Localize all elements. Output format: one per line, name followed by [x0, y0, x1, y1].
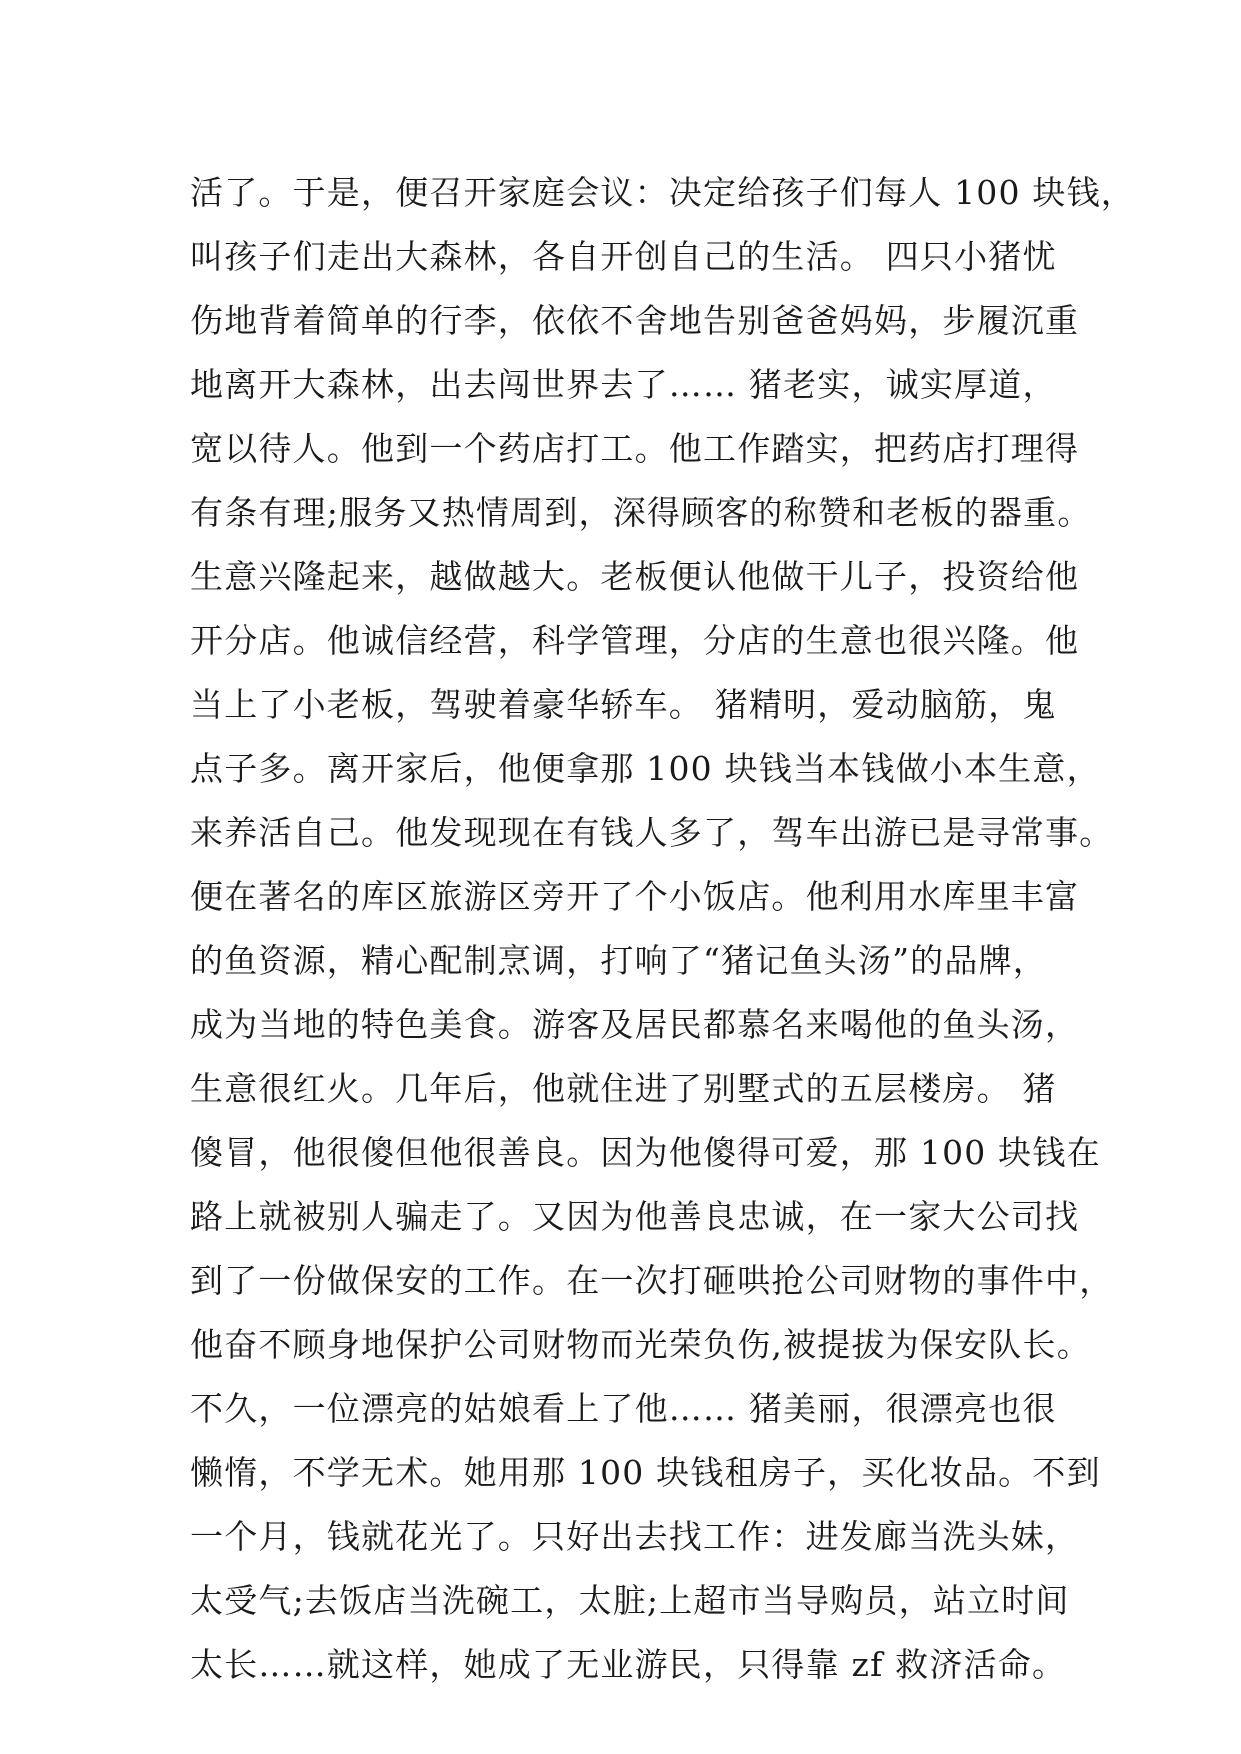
- text-line: 路上就被别人骗走了。又因为他善良忠诚，在一家大公司找: [190, 1197, 1080, 1236]
- text-line: 点子多。离开家后，他便拿那 100 块钱当本钱做小本生意，: [190, 749, 1101, 788]
- text-line: 地离开大森林，出去闯世界去了…… 猪老实，诚实厚道，: [190, 365, 1057, 404]
- text-line: 宽以待人。他到一个药店打工。他工作踏实，把药店打理得: [190, 429, 1080, 468]
- text-line: 到了一份做保安的工作。在一次打砸哄抢公司财物的事件中，: [190, 1261, 1114, 1300]
- text-line: 当上了小老板，驾驶着豪华轿车。 猪精明，爱动脑筋，鬼: [190, 685, 1057, 724]
- text-line: 便在著名的库区旅游区旁开了个小饭店。他利用水库里丰富: [190, 877, 1080, 916]
- text-line: 不久，一位漂亮的姑娘看上了他…… 猪美丽，很漂亮也很: [190, 1389, 1057, 1428]
- text-line: 傻冒，他很傻但他很善良。因为他傻得可爱，那 100 块钱在: [190, 1133, 1101, 1172]
- text-line: 的鱼资源，精心配制烹调，打响了“猪记鱼头汤”的品牌，: [190, 941, 1047, 980]
- text-line: 他奋不顾身地保护公司财物而光荣负伤,被提拔为保安队长。: [190, 1325, 1091, 1364]
- body-text: [190, 161, 1135, 1697]
- text-line: 开分店。他诚信经营，科学管理，分店的生意也很兴隆。他: [190, 621, 1080, 660]
- text-line: 叫孩子们走出大森林，各自开创自己的生活。 四只小猪忧: [190, 237, 1057, 276]
- text-line: 伤地背着简单的行李，依依不舍地告别爸爸妈妈，步履沉重: [190, 301, 1080, 340]
- text-line: 活了。于是，便召开家庭会议：决定给孩子们每人 100 块钱，: [190, 173, 1135, 212]
- text-line: 生意兴隆起来，越做越大。老板便认他做干儿子，投资给他: [190, 557, 1080, 596]
- text-line: 太受气;去饭店当洗碗工，太脏;上超市当导购员，站立时间: [190, 1581, 1070, 1620]
- text-line: 来养活自己。他发现现在有钱人多了，驾车出游已是寻常事。: [190, 813, 1114, 852]
- text-line: 有条有理;服务又热情周到，深得顾客的称赞和老板的器重。: [190, 493, 1092, 532]
- text-line: 懒惰，不学无术。她用那 100 块钱租房子，买化妆品。不到: [190, 1453, 1101, 1492]
- text-line: 太长……就这样，她成了无业游民，只得靠 zf 救济活命。: [190, 1645, 1067, 1684]
- text-line: 成为当地的特色美食。游客及居民都慕名来喝他的鱼头汤，: [190, 1005, 1080, 1044]
- text-line: 一个月，钱就花光了。只好出去找工作：进发廊当洗头妹，: [190, 1517, 1080, 1556]
- text-line: 生意很红火。几年后，他就住进了别墅式的五层楼房。 猪: [190, 1069, 1057, 1108]
